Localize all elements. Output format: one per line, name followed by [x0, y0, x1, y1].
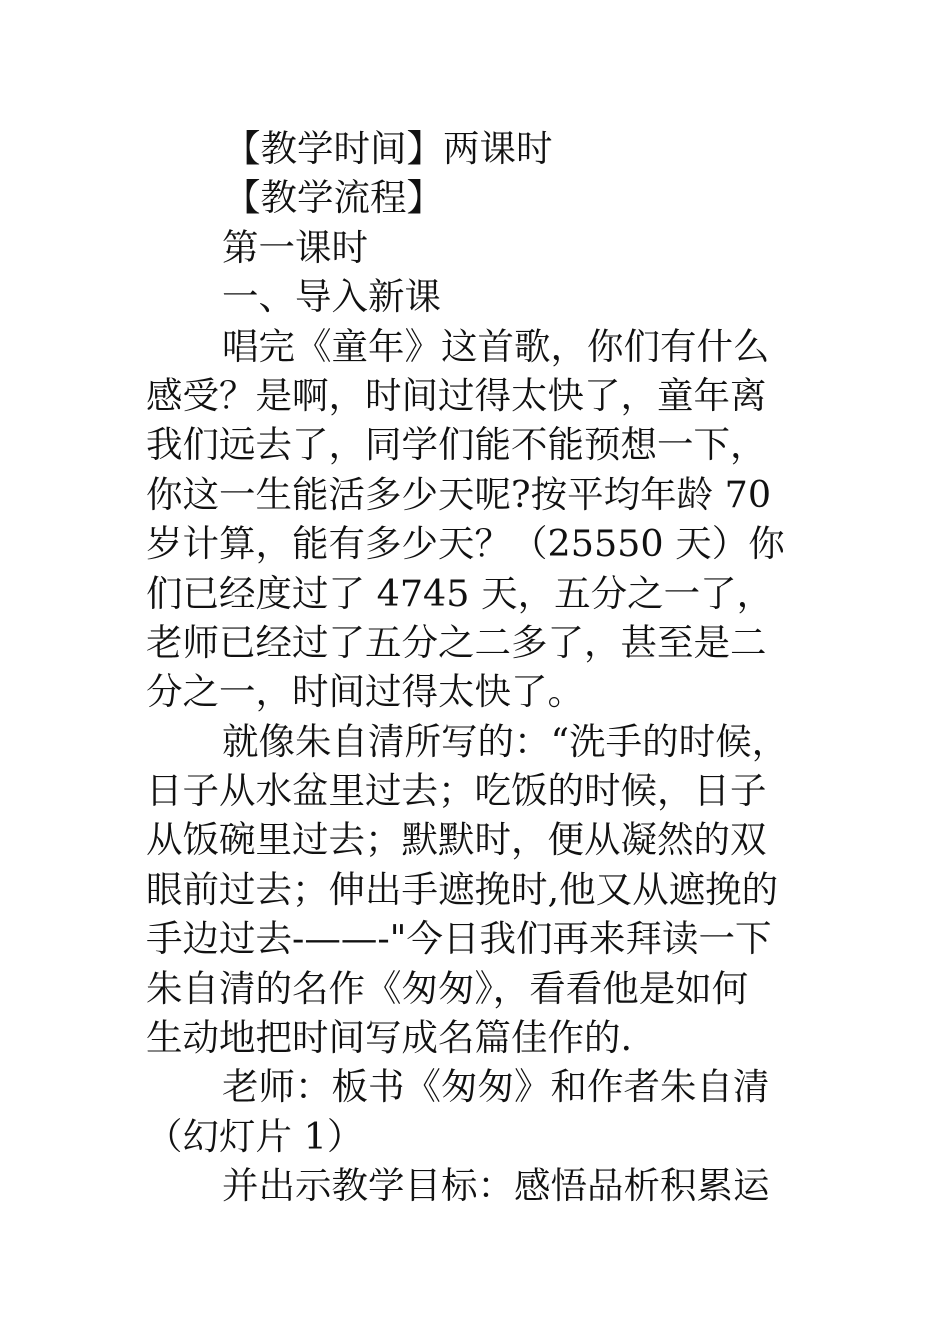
quote-paragraph-line: 日子从水盆里过去；吃饭的时候，日子: [146, 769, 767, 813]
slide-reference-line: （幻灯片 1）: [146, 1114, 364, 1158]
paragraph-line: 你这一生能活多少天呢?按平均年龄 70: [146, 472, 772, 516]
paragraph-line: 分之一，时间过得太快了。: [146, 670, 584, 714]
paragraph-line: 岁计算，能有多少天？（25550 天）你: [146, 522, 785, 566]
teaching-goal-line: 并出示教学目标：感悟品析积累运: [222, 1164, 770, 1208]
quote-paragraph-line: 朱自清的名作《匆匆》，看看他是如何: [146, 966, 749, 1010]
paragraph-line: 老师已经过了五分之二多了，甚至是二: [146, 620, 767, 664]
quote-paragraph-line: 从饭碗里过去；默默时，便从凝然的双: [146, 818, 767, 862]
lesson-one-heading: 第一课时: [222, 225, 368, 269]
teaching-process-heading: 【教学流程】: [224, 176, 443, 220]
quote-paragraph-line: 手边过去-——-"今日我们再来拜读一下: [146, 917, 772, 961]
quote-paragraph-line: 生动地把时间写成名篇佳作的.: [146, 1016, 633, 1060]
paragraph-line: 感受？是啊，时间过得太快了，童年离: [146, 373, 767, 417]
section-one-heading: 一、导入新课: [222, 275, 441, 319]
paragraph-line: 我们远去了，同学们能不能预想一下，: [146, 423, 767, 467]
teaching-time-line: 【教学时间】两课时: [224, 127, 553, 170]
teacher-note-line: 老师：板书《匆匆》和作者朱自清: [222, 1065, 770, 1109]
quote-paragraph-line: 眼前过去；伸出手遮挽时,他又从遮挽的: [146, 867, 779, 911]
paragraph-line: 唱完《童年》这首歌，你们有什么: [222, 324, 770, 368]
quote-paragraph-line: 就像朱自清所写的：“洗手的时候，: [222, 719, 789, 763]
paragraph-line: 们已经度过了 4745 天，五分之一了，: [146, 571, 774, 615]
document-body: [146, 124, 810, 1211]
